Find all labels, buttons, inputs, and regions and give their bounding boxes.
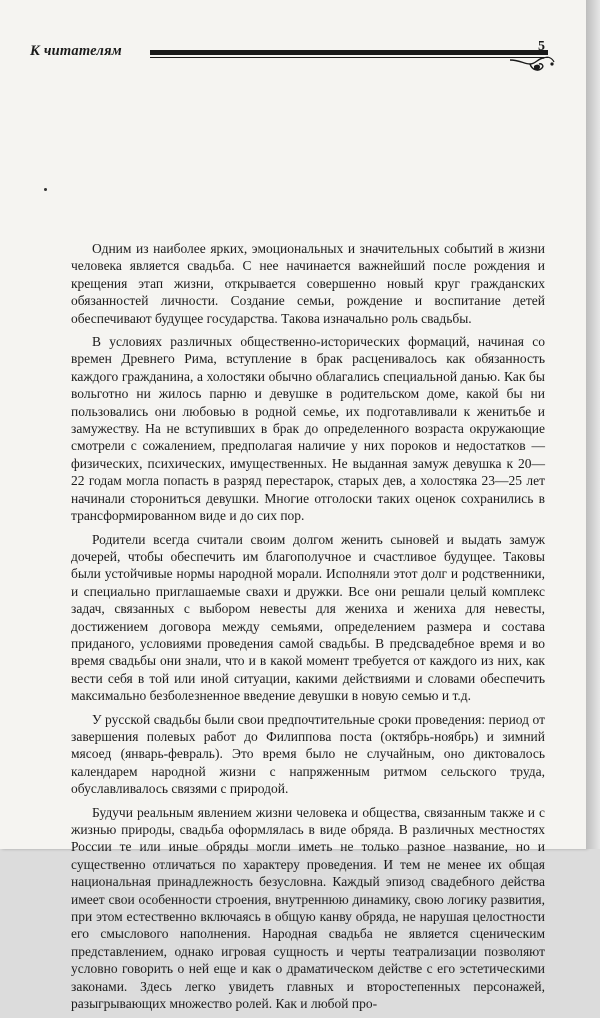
floral-flourish-icon [508, 54, 556, 76]
paragraph: Одним из наиболее ярких, эмоциональных и значительных событий в жизни человека является свадьба. С нее начинается важнейший после рождения и крещения этап жизни, открывается совершенно новый круг гражданских обязанностей личности. Создание семьи, рождение и воспитание детей обеспечивают будущее государства. Такова изначально роль свадьбы. [71, 241, 545, 326]
paragraph: Будучи реальным явлением жизни человека и общества, связанным также и с жизнью природы, свадьба оформлялась в виде обряда. В различных местностях России те или иные обряды могли иметь не только разное название, но и существенно отличаться по характеру проведения. И тем не менее их общая национальная принадлежность безусловна. Каждый эпизод свадебного действа имеет свои особенности строения, внутреннюю динамику, свою логику развития, при этом естественно включаясь в общую канву обряда, не нарушая целостности его смыслового наполнения. Народная свадьба не является сценическим представлением, однако игровая сущность и черты театрализации позволяют условно говорить о ней еще и как о драматическом действе с его эстетическими законами. Здесь легко увидеть главных и второстепенных персонажей, разыгрывающих множество ролей. Как и любой про- [71, 804, 545, 1012]
paragraph: У русской свадьбы были свои предпочтительные сроки проведения: период от завершения полевых работ до Филиппова поста (октябрь-ноябрь) и зимний мясоед (январь-февраль). Это время было не случайным, оно диктовалось календарем народной жизни с напряженным ритмом сельского труда, обуславливалось связями с природой. [71, 711, 545, 797]
header-rule [150, 50, 548, 55]
book-spine-edge [586, 0, 600, 849]
paragraph: Родители всегда считали своим долгом женить сыновей и выдать замуж дочерей, чтобы обеспечить им благополучное и счастливое будущее. Таковы были устойчивые нормы народной морали. Исполняли этот долг и родственники, и специально приглашаемые свахи и дружки. Все они решали целый комплекс задач, связанных с выбором невесты для жениха и жениха для невесты, достижением договора между семьями, определением размера и состава приданого, условиями проведения самой свадьбы. В предсвадебное время и во время свадьбы они знали, что и в какой момент требуется от каждого из них, как вести себя в той или иной ситуации, какими действиями и словами обеспечить максимально безболезненное введение девушки в новую семью и т.д. [71, 531, 545, 704]
page-number: 5 [538, 39, 545, 54]
header-rule-thin [150, 57, 548, 58]
body-text [71, 240, 545, 1018]
running-title: К читателям [30, 43, 122, 59]
paragraph: В условиях различных общественно-исторических формаций, начиная со времен Древнего Рима, вступление в брак расценивалось как обязанность каждого гражданина, а холостяки обычно облагались специальной данью. Как бы вольготно ни жилось парню и девушке в родительском доме, какой бы ни пользовались они любовью в родной семье, их подготавливали к женитьбе и замужеству. На не вступивших в брак до определенного возраста окружающие смотрели с сожалением, предполагая наличие у них пороков и недостатков — физических, психических, имущественных. Не выданная замуж девушка к 20—22 годам могла попасть в разряд перестарок, старых дев, а холостяка 23—25 лет начинали сторониться девушки. Многие отголоски таких оценок сохранились в трансформированном виде и до сих пор. [71, 334, 545, 524]
page-header [30, 40, 550, 80]
print-speck [44, 188, 47, 191]
